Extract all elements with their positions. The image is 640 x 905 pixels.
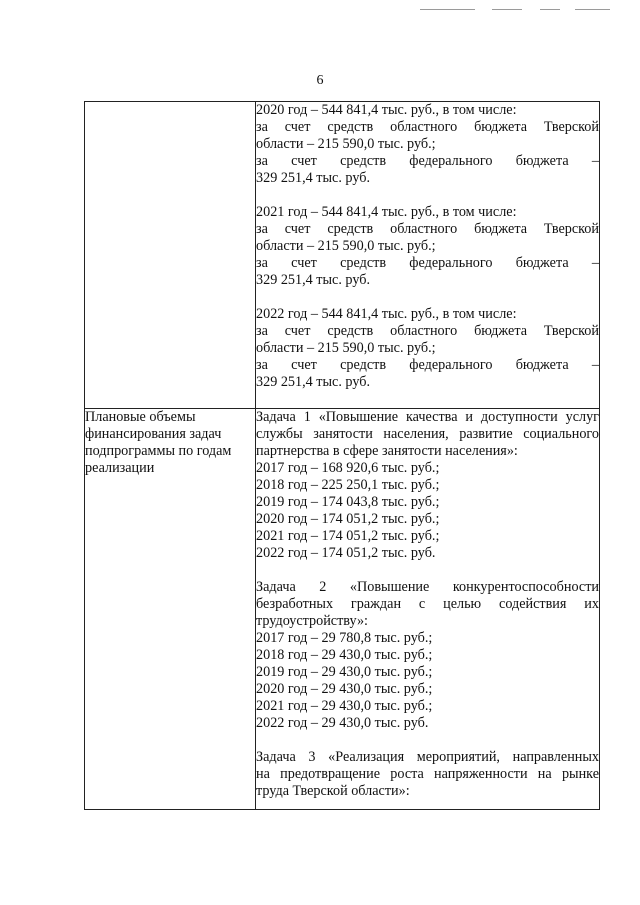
text-line: 2020 год – 544 841,4 тыс. руб., в том числе:: [256, 102, 517, 118]
text-line: области – 215 590,0 тыс. руб.;: [256, 136, 436, 152]
scan-artifact-line: [575, 9, 610, 10]
text-line: 2017 год – 168 920,6 тыс. руб.;: [256, 460, 440, 476]
text-line: за счет средств областного бюджета Тверской: [256, 221, 599, 237]
text-line: службы занятости населения, развитие социального: [256, 426, 599, 442]
text-line: за счет средств федерального бюджета –: [256, 153, 599, 169]
text-line: 2017 год – 29 780,8 тыс. руб.;: [256, 630, 433, 646]
text-line: 2020 год – 29 430,0 тыс. руб.;: [256, 681, 433, 697]
text-line: трудоустройству»:: [256, 613, 368, 629]
financing-table: [84, 101, 600, 810]
text-line: 329 251,4 тыс. руб.: [256, 170, 370, 186]
text-line: области – 215 590,0 тыс. руб.;: [256, 340, 436, 356]
text-line: 2022 год – 29 430,0 тыс. руб.: [256, 715, 429, 731]
text-line: 2018 год – 225 250,1 тыс. руб.;: [256, 477, 440, 493]
text-line: 2022 год – 544 841,4 тыс. руб., в том числе:: [256, 306, 517, 322]
funding-years-2020-2022: [256, 102, 599, 391]
row-label-cell: [85, 102, 256, 409]
text-line: 2022 год – 174 051,2 тыс. руб.: [256, 545, 436, 561]
text-line: 329 251,4 тыс. руб.: [256, 374, 370, 390]
paragraph: [256, 102, 599, 187]
text-line: за счет средств областного бюджета Тверской: [256, 119, 599, 135]
text-line: Задача 1 «Повышение качества и доступности услуг: [256, 409, 599, 425]
scan-artifact-line: [492, 9, 522, 10]
table-row: [85, 409, 600, 810]
row-label: [85, 409, 255, 477]
page-number: 6: [316, 73, 324, 88]
label-line: Плановые объемы: [85, 409, 196, 425]
text-line: за счет средств областного бюджета Тверской: [256, 323, 599, 339]
label-line: подпрограммы по годам: [85, 443, 232, 459]
label-line: реализации: [85, 460, 155, 476]
text-line: области – 215 590,0 тыс. руб.;: [256, 238, 436, 254]
paragraph: [256, 204, 599, 289]
text-line: 2021 год – 29 430,0 тыс. руб.;: [256, 698, 433, 714]
text-line: Задача 3 «Реализация мероприятий, направленных: [256, 749, 599, 765]
tasks-funding: [256, 409, 599, 800]
label-line: финансирования задач: [85, 426, 222, 442]
text-line: безработных граждан с целью содействия их: [256, 596, 599, 612]
row-content-cell: [256, 409, 600, 810]
table-row: [85, 102, 600, 409]
text-line: 2020 год – 174 051,2 тыс. руб.;: [256, 511, 440, 527]
text-line: за счет средств федерального бюджета –: [256, 255, 599, 271]
text-line: 2019 год – 29 430,0 тыс. руб.;: [256, 664, 433, 680]
text-line: 2018 год – 29 430,0 тыс. руб.;: [256, 647, 433, 663]
row-label-cell: [85, 409, 256, 810]
row-content-cell: [256, 102, 600, 409]
paragraph: [256, 579, 599, 732]
text-line: 2019 год – 174 043,8 тыс. руб.;: [256, 494, 440, 510]
text-line: партнерства в сфере занятости населения»:: [256, 443, 518, 459]
paragraph: [256, 306, 599, 391]
text-line: 329 251,4 тыс. руб.: [256, 272, 370, 288]
text-line: труда Тверской области»:: [256, 783, 410, 799]
scan-artifact-line: [420, 9, 475, 10]
text-line: Задача 2 «Повышение конкурентоспособности: [256, 579, 599, 595]
paragraph: [256, 749, 599, 800]
text-line: 2021 год – 174 051,2 тыс. руб.;: [256, 528, 440, 544]
text-line: 2021 год – 544 841,4 тыс. руб., в том числе:: [256, 204, 517, 220]
text-line: на предотвращение роста напряженности на рынке: [256, 766, 599, 782]
text-line: за счет средств федерального бюджета –: [256, 357, 599, 373]
paragraph: [256, 409, 599, 562]
scan-artifact-line: [540, 9, 560, 10]
